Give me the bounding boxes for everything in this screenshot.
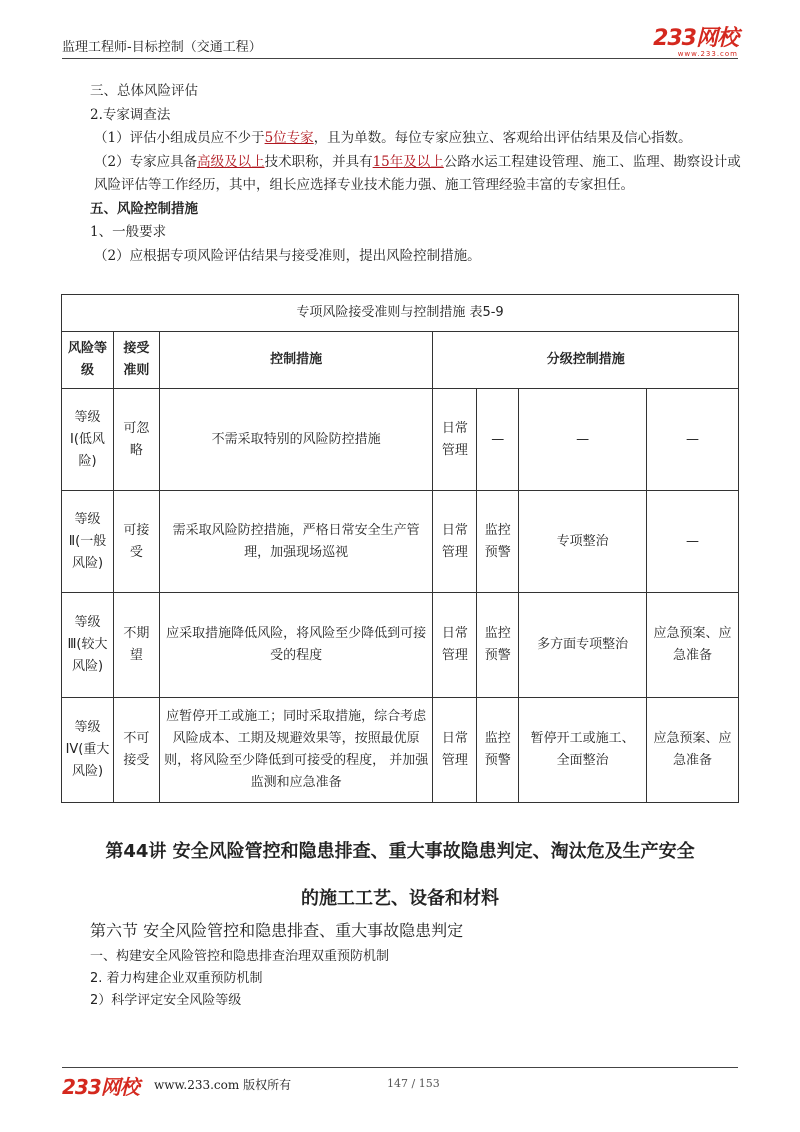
table-cell: 暂停开工或施工、 全面整治 [519,698,647,803]
copyright-text: www.233.com 版权所有 [154,1078,292,1092]
table-cell: 等级Ⅰ(低风险) [62,389,114,491]
footer-logo: 233网校 [62,1075,139,1099]
footer-divider [62,1067,738,1068]
header-cell: 分级控制措施 [433,332,739,389]
page-footer [62,1071,738,1099]
section-title: 第六节 安全风险管控和隐患排查、重大事故隐患判定 [90,921,464,940]
header-cell: 控制措施 [159,332,432,389]
table-cell: 可忽略 [113,389,159,491]
highlight-experts: 5位专家 [264,130,314,146]
table-cell: 多方面专项整治 [519,593,647,698]
table-cell: 监控预警 [477,698,519,803]
table-cell: 可接受 [113,491,159,593]
table-cell: 等级Ⅱ(一般风险) [62,491,114,593]
subheading-expert-survey: 2.专家调查法 [90,106,171,123]
page-number: 147 / 153 [387,1077,440,1090]
table-cell: 专项整治 [519,491,647,593]
paragraph-2: （2）专家应具备高级及以上技术职称，并具有15年及以上公路水运工程建设管理、施工、监理、勘察设计或风险评估等工作经历，其中，组长应选择专业技术能力强、施工管理经验丰富的专家担任。 [94,153,741,193]
table-cell: 日常管理 [433,491,477,593]
table-cell: 日常管理 [433,389,477,491]
table-row [62,698,739,803]
page-header [62,28,738,58]
paragraph-3: （2）应根据专项风险评估结果与接受准则，提出风险控制措施。 [94,247,481,264]
table-cell: 应急预案、应急准备 [647,698,739,803]
brand-logo [653,28,738,58]
lecture-title-line-2: 的施工工艺、设备和材料 [301,888,499,909]
table-cell: 应急预案、应急准备 [647,593,739,698]
highlight-title: 高级及以上 [197,153,265,170]
table-cell: 应采取措施降低风险，将风险至少降低到可接受的程度 [159,593,432,698]
paragraph-1: （1）评估小组成员应不少于5位专家，且为单数。每位专家应独立、客观给出评估结果及信心指数。 [94,130,692,146]
header-divider [62,58,738,59]
table-cell: — [519,389,647,491]
table-cell: 等级ⅠV(重大风险) [62,698,114,803]
list-item: 2）科学评定安全风险等级 [90,993,242,1008]
lecture-title [62,828,738,922]
header-cell: 接受准则 [113,332,159,389]
table-cell: 监控预警 [477,491,519,593]
table-cell: 不需采取特别的风险防控措施 [159,389,432,491]
logo-subtext: www.233.com [677,50,738,58]
table-cell: 监控预警 [477,593,519,698]
subheading-general: 1、一般要求 [90,224,167,240]
table-cell: 日常管理 [433,698,477,803]
body-text [62,80,742,268]
logo-text: 233网校 [653,26,738,51]
table-row [62,491,739,593]
table-header-row [62,332,739,389]
table-cell: 需采取风险防控措施，严格日常安全生产管理，加强现场巡视 [159,491,432,593]
table-caption: 专项风险接受准则与控制措施 表5-9 [62,295,739,332]
table-cell: 不可接受 [113,698,159,803]
header-cell: 风险等级 [62,332,114,389]
table-cell: 等级Ⅲ(较大风险) [62,593,114,698]
table-cell: — [647,389,739,491]
document-title: 监理工程师-目标控制（交通工程） [62,40,262,55]
table-row [62,389,739,491]
heading-risk-control: 五、风险控制措施 [90,200,198,217]
outline-list [90,946,389,1012]
table-cell: 日常管理 [433,593,477,698]
table-row [62,593,739,698]
risk-control-table [61,294,739,803]
highlight-years: 15年及以上 [372,153,444,170]
table-cell: — [647,491,739,593]
lecture-title-line-1: 第44讲 安全风险管控和隐患排查、重大事故隐患判定、淘汰危及生产安全 [105,841,695,862]
list-item: 2. 着力构建企业双重预防机制 [90,971,263,986]
list-item: 一、构建安全风险管控和隐患排查治理双重预防机制 [90,949,390,964]
table-cell: 应暂停开工或施工；同时采取措施，综合考虑风险成本、工期及规避效果等，按照最优原则，将风险至少降低到可接受的程度， 并加强监测和应急准备 [159,698,432,803]
table-cell: — [477,389,519,491]
heading-risk-assessment: 三、总体风险评估 [90,83,198,99]
table-cell: 不期望 [113,593,159,698]
